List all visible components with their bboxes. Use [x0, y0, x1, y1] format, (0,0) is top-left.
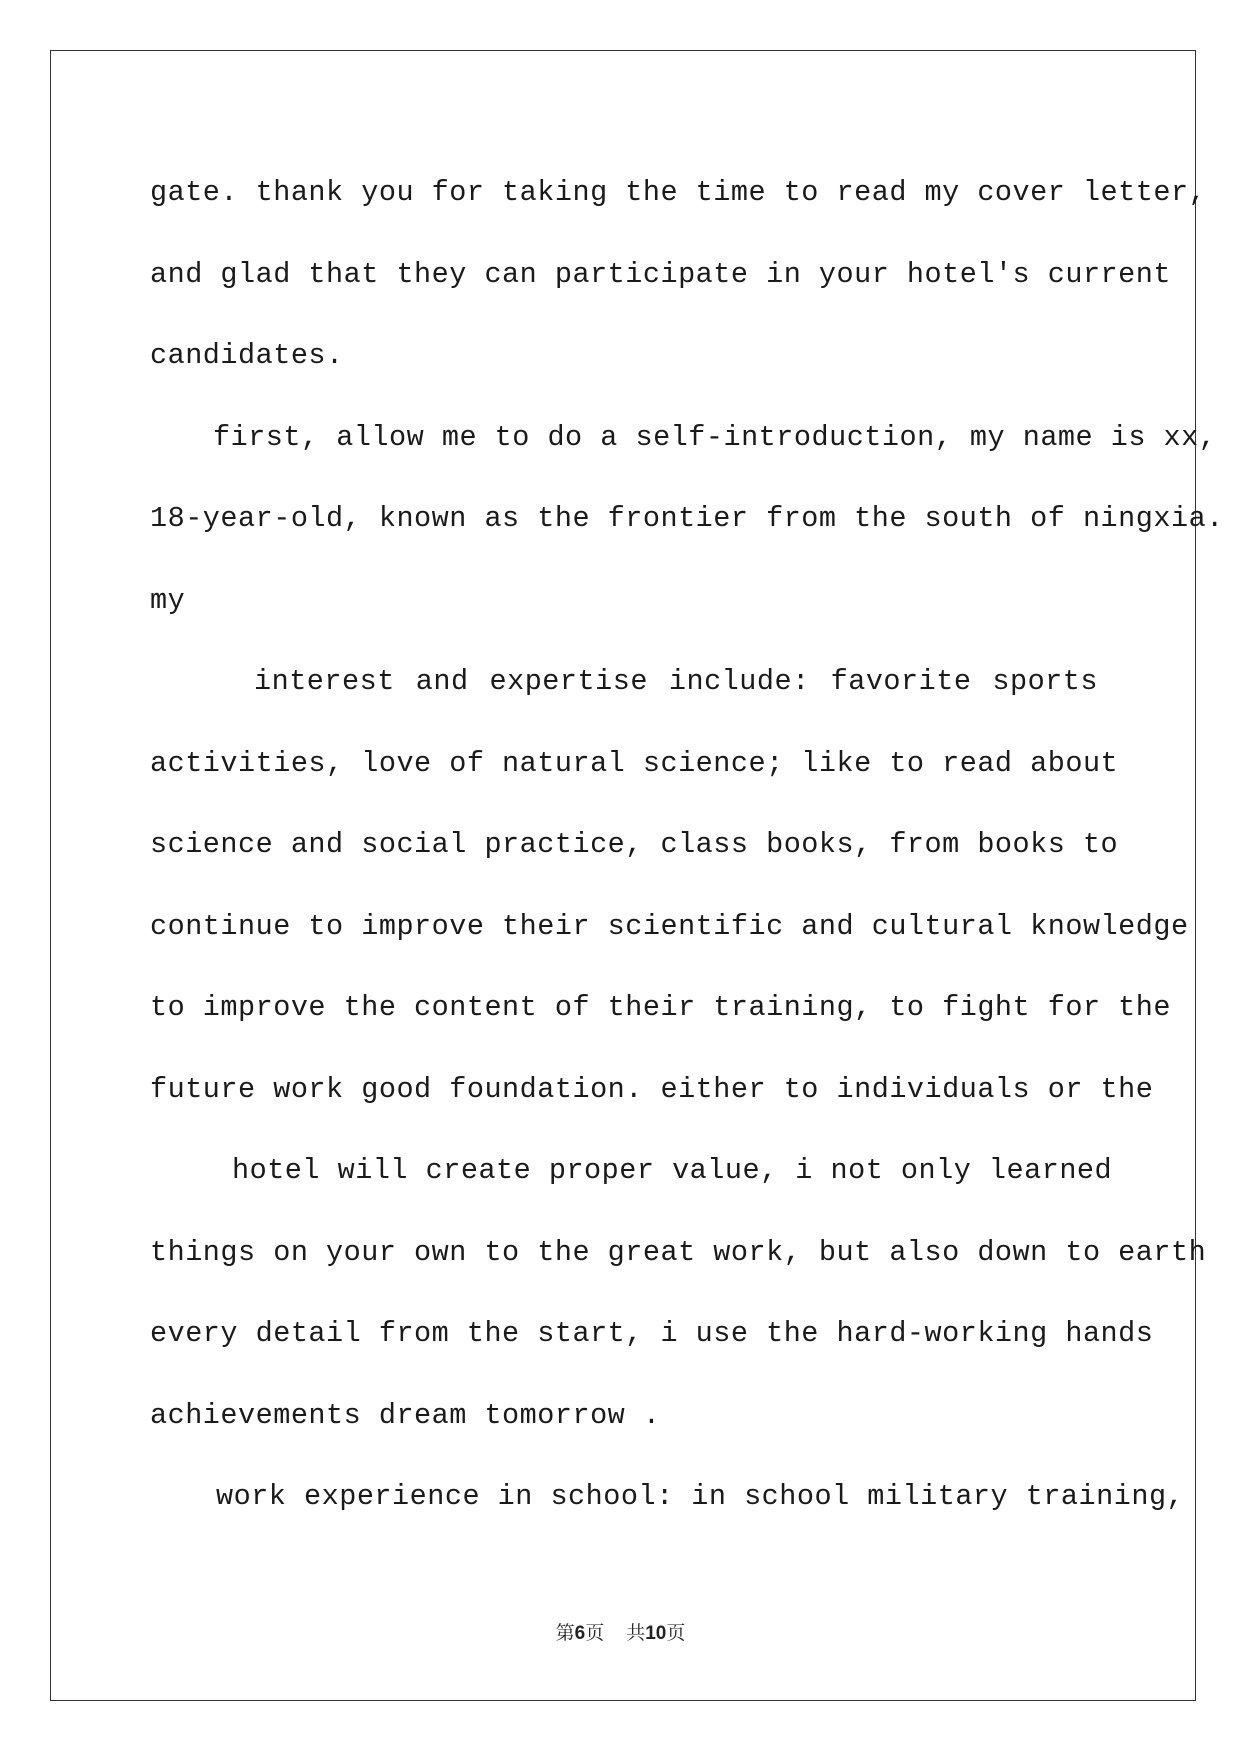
page-suffix: 页: [585, 1622, 605, 1644]
total-prefix: 共: [626, 1622, 646, 1644]
text-line: every detail from the start, i use the hard-working hands: [150, 1317, 1154, 1350]
text-line: hotel will create proper value, i not only learned: [232, 1154, 1113, 1187]
text-line: activities, love of natural science; like to read about: [150, 746, 1119, 780]
text-line: science and social practice, class books, from books to: [150, 828, 1119, 861]
text-line: achievements dream tomorrow .: [150, 1398, 661, 1432]
text-line: future work good foundation. either to individuals or the: [150, 1072, 1154, 1106]
page-footer: [0, 1618, 1241, 1645]
total-suffix: 页: [666, 1622, 686, 1644]
text-line: work experience in school: in school military training,: [216, 1480, 1185, 1513]
total-pages: 10: [645, 1623, 667, 1644]
text-line: 18-year-old, known as the frontier from the south of ningxia.: [150, 502, 1224, 535]
text-line: interest and expertise include: favorite sports: [254, 665, 1098, 698]
body-text: [150, 163, 1224, 1549]
text-line: my: [150, 583, 186, 617]
text-line: things on your own to the great work, but also down to earth: [150, 1235, 1207, 1269]
page-prefix: 第: [555, 1622, 575, 1644]
text-line: candidates.: [150, 339, 344, 372]
text-line: to improve the content of their training, to fight for the: [150, 991, 1171, 1024]
text-line: gate. thank you for taking the time to read my cover letter,: [150, 176, 1207, 209]
page-number: 6: [574, 1623, 586, 1644]
text-line: first, allow me to do a self-introduction, my name is xx,: [213, 420, 1217, 454]
text-line: and glad that they can participate in your hotel's current: [150, 257, 1171, 291]
text-line: continue to improve their scientific and cultural knowledge: [150, 909, 1189, 943]
